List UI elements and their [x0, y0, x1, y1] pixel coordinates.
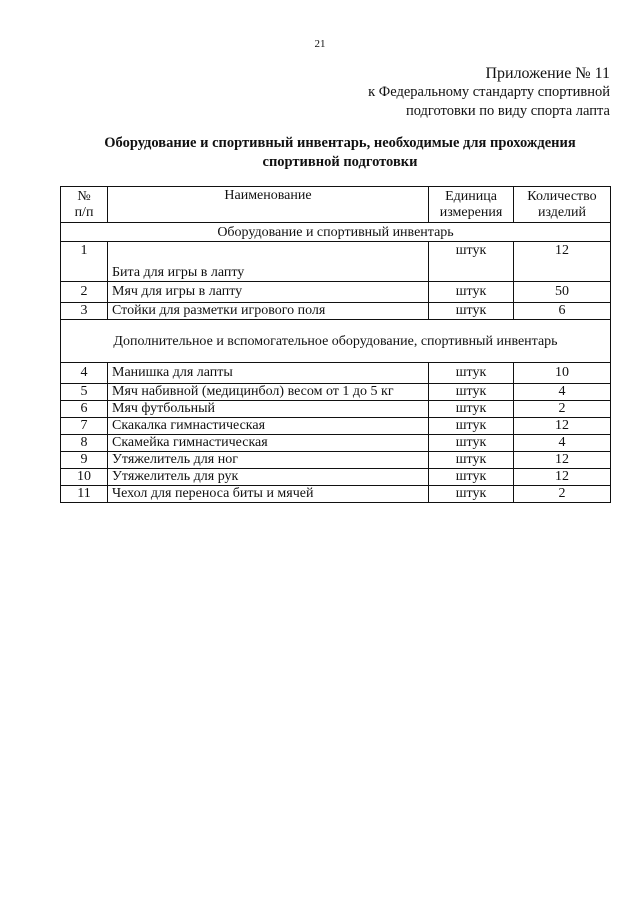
row-number: 3: [61, 303, 108, 320]
table-row: [61, 452, 611, 469]
row-number: 2: [61, 282, 108, 303]
table-row: [61, 384, 611, 401]
table-row: [61, 363, 611, 384]
row-unit: штук: [429, 401, 514, 418]
table-row: [61, 282, 611, 303]
table-header-row: [61, 187, 611, 223]
row-unit: штук: [429, 435, 514, 452]
row-name: Утяжелитель для рук: [108, 469, 429, 486]
row-number: 7: [61, 418, 108, 435]
table-row: [61, 401, 611, 418]
document-title-line-2: спортивной подготовки: [262, 154, 418, 170]
header-unit-line-1: Единица: [445, 188, 497, 204]
row-unit: штук: [429, 486, 514, 503]
row-quantity: 4: [514, 384, 611, 401]
row-name: Мяч футбольный: [108, 401, 429, 418]
row-quantity: 12: [514, 418, 611, 435]
row-unit: штук: [429, 384, 514, 401]
row-number: 11: [61, 486, 108, 503]
annex-reference-line-2: подготовки по виду спорта лапта: [405, 103, 610, 119]
row-number: 8: [61, 435, 108, 452]
document-title: [60, 134, 620, 172]
row-name: Стойки для разметки игрового поля: [108, 303, 429, 320]
header-unit-line-2: измерения: [439, 204, 503, 220]
row-unit: штук: [429, 469, 514, 486]
table-row: [61, 469, 611, 486]
section-title: Дополнительное и вспомогательное оборудование, спортивный инвентарь: [61, 320, 611, 363]
table-row: [61, 435, 611, 452]
row-unit: штук: [429, 282, 514, 303]
row-name: Скамейка гимнастическая: [108, 435, 429, 452]
row-quantity: 12: [514, 469, 611, 486]
row-name: Чехол для переноса биты и мячей: [108, 486, 429, 503]
header-name: Наименование: [108, 187, 429, 223]
header-number: [61, 187, 108, 223]
section-row: [61, 320, 611, 363]
header-quantity-line-2: изделий: [537, 204, 587, 220]
row-unit: штук: [429, 363, 514, 384]
header-number-line-1: №: [77, 188, 91, 204]
table-row: [61, 486, 611, 503]
row-number: 4: [61, 363, 108, 384]
annex-header: [368, 64, 610, 121]
row-name: Скакалка гимнастическая: [108, 418, 429, 435]
header-unit: [429, 187, 514, 223]
header-quantity: [514, 187, 611, 223]
row-quantity: 4: [514, 435, 611, 452]
row-quantity: 12: [514, 242, 611, 282]
header-quantity-line-1: Количество: [527, 188, 597, 204]
row-name: Мяч для игры в лапту: [108, 282, 429, 303]
row-number: 9: [61, 452, 108, 469]
row-name: Мяч набивной (медицинбол) весом от 1 до 5 кг: [108, 384, 429, 401]
section-title: Оборудование и спортивный инвентарь: [61, 223, 611, 242]
row-quantity: 50: [514, 282, 611, 303]
row-quantity: 2: [514, 401, 611, 418]
equipment-table: [60, 186, 611, 503]
row-quantity: 10: [514, 363, 611, 384]
row-name: Бита для игры в лапту: [108, 242, 429, 282]
row-number: 10: [61, 469, 108, 486]
page-number: 21: [314, 38, 326, 50]
row-number: 1: [61, 242, 108, 282]
row-name: Манишка для лапты: [108, 363, 429, 384]
row-unit: штук: [429, 242, 514, 282]
row-quantity: 12: [514, 452, 611, 469]
row-quantity: 6: [514, 303, 611, 320]
document-title-line-1: Оборудование и спортивный инвентарь, необходимые для прохождения: [104, 135, 576, 151]
section-row: [61, 223, 611, 242]
annex-number: Приложение № 11: [485, 65, 610, 82]
row-unit: штук: [429, 303, 514, 320]
annex-reference-line-1: к Федеральному стандарту спортивной: [368, 84, 610, 100]
table-row: [61, 242, 611, 282]
table-row: [61, 418, 611, 435]
header-number-line-2: п/п: [74, 204, 94, 220]
row-name: Утяжелитель для ног: [108, 452, 429, 469]
row-unit: штук: [429, 418, 514, 435]
row-number: 6: [61, 401, 108, 418]
table-row: [61, 303, 611, 320]
row-number: 5: [61, 384, 108, 401]
row-quantity: 2: [514, 486, 611, 503]
row-unit: штук: [429, 452, 514, 469]
